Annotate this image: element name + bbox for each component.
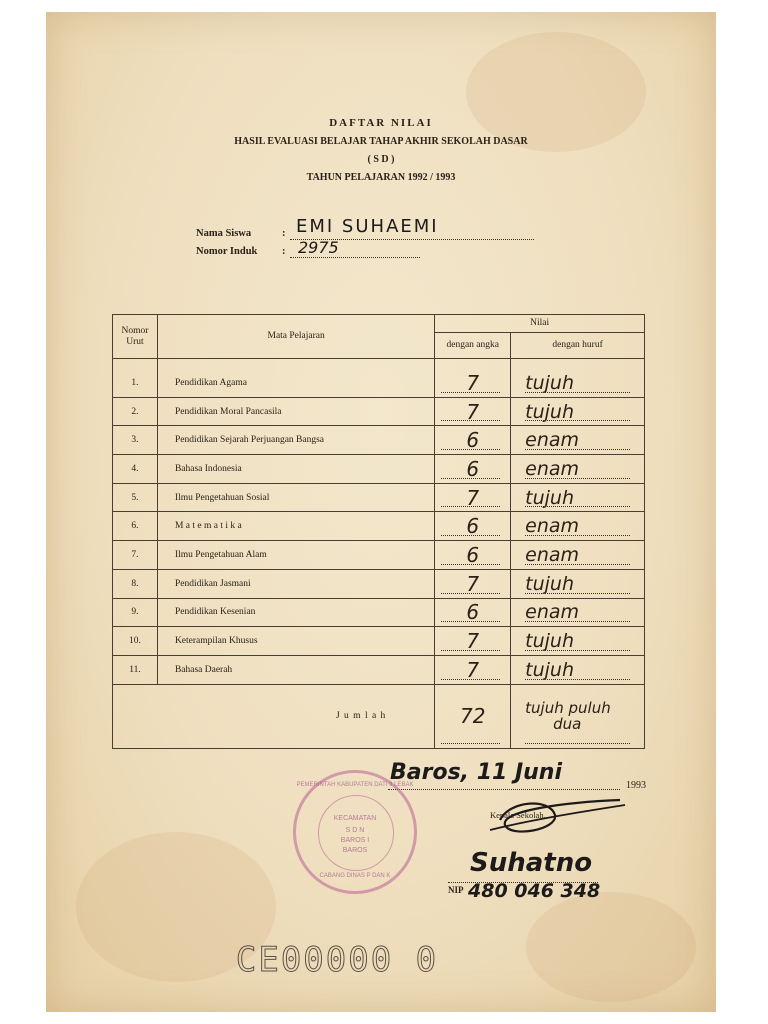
row-grade-words: enam bbox=[511, 426, 645, 455]
total-words-line1: tujuh puluh bbox=[525, 698, 611, 717]
row-subject: Pendidikan Jasmani bbox=[157, 569, 434, 598]
col-header-grade: Nilai bbox=[435, 315, 645, 333]
row-grade-words: enam bbox=[511, 598, 645, 627]
row-number: 9. bbox=[113, 598, 158, 627]
place-date: Baros, 11 Juni bbox=[390, 760, 563, 785]
student-id-label: Nomor Induk bbox=[196, 246, 258, 257]
date-year: 1993 bbox=[626, 780, 646, 791]
row-subject: Keterampilan Khusus bbox=[157, 627, 434, 656]
student-name-label: Nama Siswa bbox=[196, 228, 252, 239]
row-grade-numeric: 7 bbox=[435, 655, 511, 684]
row-grade-words: tujuh bbox=[511, 397, 645, 426]
table-row bbox=[113, 397, 645, 426]
row-subject: Pendidikan Moral Pancasila bbox=[157, 397, 434, 426]
nip-label: NIP bbox=[448, 885, 464, 895]
row-grade-words: enam bbox=[511, 541, 645, 570]
total-label: J u m l a h bbox=[113, 684, 435, 748]
total-numeric: 72 bbox=[435, 684, 511, 748]
table-row bbox=[113, 627, 645, 656]
row-grade-words: tujuh bbox=[511, 655, 645, 684]
row-grade-words: tujuh bbox=[511, 569, 645, 598]
row-number: 7. bbox=[113, 541, 158, 570]
stamp-line-4: BAROS bbox=[342, 847, 368, 854]
row-grade-words: enam bbox=[511, 455, 645, 484]
signature-mark bbox=[470, 790, 630, 845]
row-number: 10. bbox=[113, 627, 158, 656]
row-grade-numeric: 7 bbox=[435, 569, 511, 598]
row-grade-numeric: 7 bbox=[435, 359, 511, 398]
row-number: 2. bbox=[113, 397, 158, 426]
table-row bbox=[113, 569, 645, 598]
school-stamp bbox=[293, 770, 417, 894]
student-name-value: EMI SUHAEMI bbox=[296, 216, 439, 237]
row-number: 11. bbox=[113, 655, 158, 684]
row-grade-words: tujuh bbox=[511, 627, 645, 656]
row-number: 4. bbox=[113, 455, 158, 484]
col-header-number: Nomor Urut bbox=[113, 315, 158, 359]
row-grade-numeric: 6 bbox=[435, 426, 511, 455]
row-grade-numeric: 6 bbox=[435, 598, 511, 627]
row-grade-numeric: 6 bbox=[435, 512, 511, 541]
stamp-top-text: PEMERINTAH KABUPATEN DATI II LEBAK bbox=[296, 782, 414, 788]
total-words-line2: dua bbox=[553, 715, 582, 734]
row-subject: Ilmu Pengetahuan Alam bbox=[157, 541, 434, 570]
row-number: 6. bbox=[113, 512, 158, 541]
row-grade-words: tujuh bbox=[511, 483, 645, 512]
grades-table bbox=[112, 314, 645, 749]
table-row bbox=[113, 455, 645, 484]
document-title: DAFTAR NILAI bbox=[329, 117, 433, 129]
paper-stain bbox=[466, 32, 646, 152]
colon: : bbox=[282, 246, 286, 257]
table-row bbox=[113, 512, 645, 541]
row-subject: Bahasa Indonesia bbox=[157, 455, 434, 484]
col-header-numeric: dengan angka bbox=[435, 333, 511, 359]
row-subject: Ilmu Pengetahuan Sosial bbox=[157, 483, 434, 512]
stamp-line-2: S D N bbox=[345, 827, 365, 834]
signer-name: Suhatno bbox=[470, 848, 593, 878]
col-header-subject: Mata Pelajaran bbox=[157, 315, 434, 359]
row-grade-numeric: 7 bbox=[435, 627, 511, 656]
student-id-value: 2975 bbox=[298, 238, 339, 257]
row-number: 5. bbox=[113, 483, 158, 512]
stamp-bottom-text: CABANG DINAS P DAN K bbox=[319, 873, 391, 879]
row-grade-numeric: 6 bbox=[435, 455, 511, 484]
id-dotted-line bbox=[290, 257, 420, 258]
table-row bbox=[113, 359, 645, 398]
table-row bbox=[113, 426, 645, 455]
principal-title: Kepala Sekolah, bbox=[490, 810, 546, 820]
table-row bbox=[113, 598, 645, 627]
row-subject: M a t e m a t i k a bbox=[157, 512, 434, 541]
row-subject: Pendidikan Kesenian bbox=[157, 598, 434, 627]
table-row bbox=[113, 655, 645, 684]
document-academic-year: TAHUN PELAJARAN 1992 / 1993 bbox=[306, 172, 456, 183]
col-header-words: dengan huruf bbox=[511, 333, 645, 359]
row-grade-numeric: 7 bbox=[435, 483, 511, 512]
stamp-line-1: KECAMATAN bbox=[333, 815, 377, 822]
row-subject: Pendidikan Sejarah Perjuangan Bangsa bbox=[157, 426, 434, 455]
row-grade-numeric: 7 bbox=[435, 397, 511, 426]
row-subject: Bahasa Daerah bbox=[157, 655, 434, 684]
row-subject: Pendidikan Agama bbox=[157, 359, 434, 398]
row-number: 1. bbox=[113, 359, 158, 398]
stamp-line-3: BAROS I bbox=[340, 837, 370, 844]
total-words bbox=[511, 684, 645, 748]
table-row bbox=[113, 541, 645, 570]
row-number: 8. bbox=[113, 569, 158, 598]
serial-number: CE00000 0 bbox=[235, 940, 439, 980]
row-grade-words: enam bbox=[511, 512, 645, 541]
row-grade-numeric: 6 bbox=[435, 541, 511, 570]
nip-value: 480 046 348 bbox=[468, 880, 601, 902]
table-row bbox=[113, 483, 645, 512]
row-grade-words: tujuh bbox=[511, 359, 645, 398]
colon: : bbox=[282, 228, 286, 239]
paper-stain bbox=[526, 892, 696, 1002]
document-school-level: ( S D ) bbox=[367, 154, 395, 165]
document-subtitle: HASIL EVALUASI BELAJAR TAHAP AKHIR SEKOLAH DASAR bbox=[234, 136, 528, 147]
row-number: 3. bbox=[113, 426, 158, 455]
